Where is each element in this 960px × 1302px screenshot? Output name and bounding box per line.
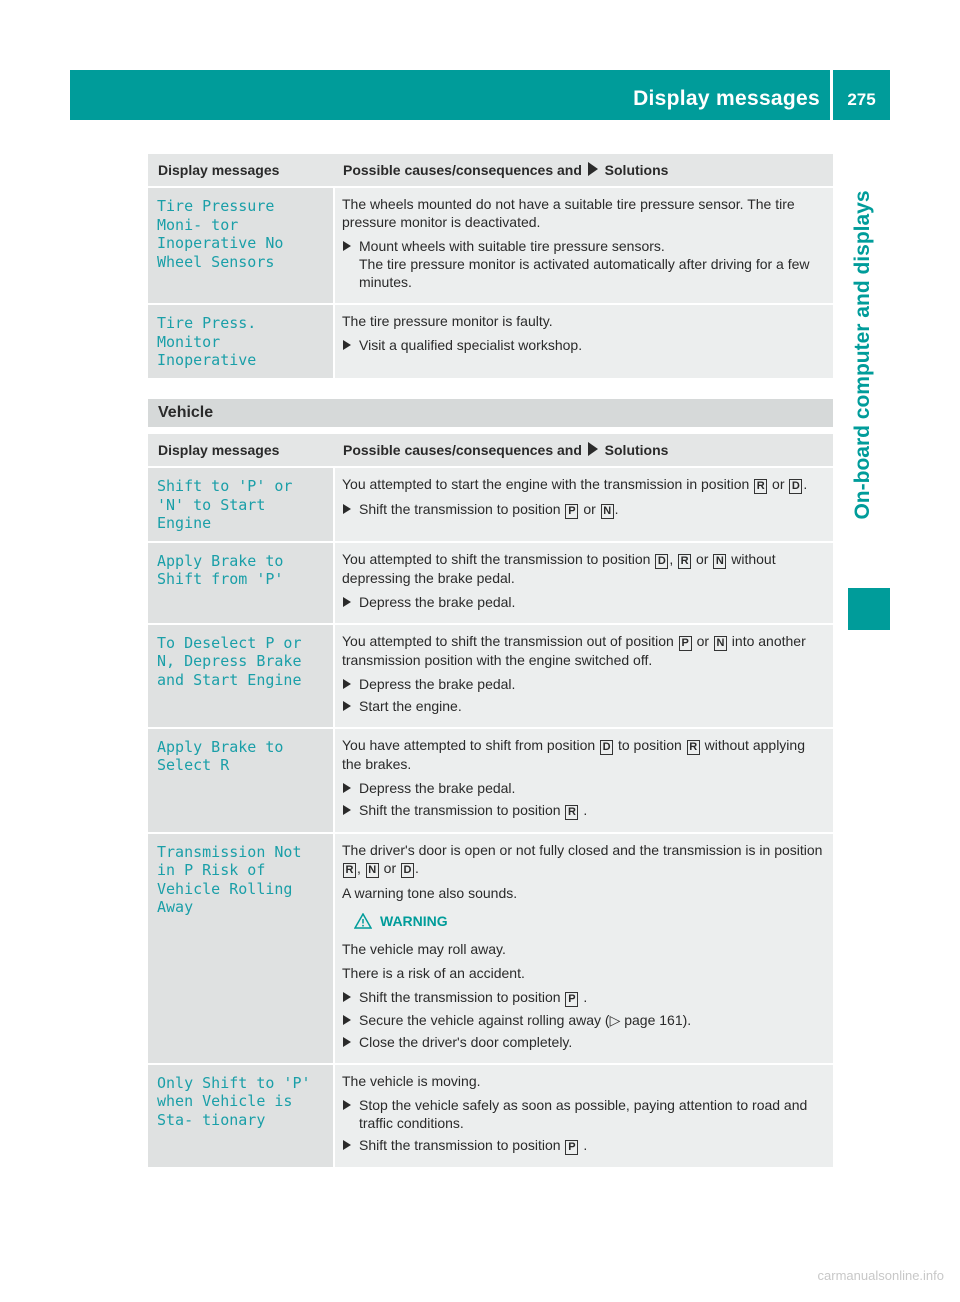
table-row [148, 543, 833, 625]
table-row [148, 625, 833, 729]
gear-position-p-icon: P [565, 992, 578, 1007]
section-heading [148, 399, 833, 427]
message-description [335, 1065, 833, 1167]
gear-position-d-icon: D [600, 740, 613, 755]
gear-position-r-icon: R [754, 479, 767, 494]
gear-position-n-icon: N [366, 863, 379, 878]
description-paragraph: You attempted to shift the transmission out of position P or N into another transmission position with the engine switched off. [342, 632, 806, 668]
table-row [148, 468, 833, 543]
warning-text: WARNING [380, 912, 448, 929]
section-title: Vehicle [158, 404, 214, 421]
footer-watermark: carmanualsonline.info [817, 1268, 944, 1283]
instruction-step: Depress the brake pedal. [342, 779, 826, 797]
instruction-step: Shift the transmission to position R . [342, 801, 826, 820]
page-title: Display messages [633, 87, 820, 110]
gear-position-r-icon: R [565, 805, 578, 820]
message-description [335, 625, 833, 727]
column-header-text: Possible causes/consequences and [343, 442, 586, 458]
header-bar [70, 70, 890, 120]
table-header [148, 434, 833, 468]
column-header-text: Solutions [600, 442, 669, 458]
message-description [335, 188, 833, 303]
display-message-text: To Deselect P or N, Depress Brake and Start Engine [148, 625, 335, 727]
message-description [335, 305, 833, 378]
gear-position-r-icon: R [343, 863, 356, 878]
message-description [335, 468, 833, 541]
instruction-step: Shift the transmission to position P or N . [342, 500, 826, 519]
instruction-step: Depress the brake pedal. [342, 593, 826, 611]
table-row [148, 1065, 833, 1169]
message-description [335, 543, 833, 623]
description-paragraph: You have attempted to shift from position D to position R without applying the brakes. [342, 736, 805, 772]
column-header-solutions [335, 154, 833, 186]
description-paragraph: The vehicle may roll away. [342, 940, 506, 957]
instruction-step: Secure the vehicle against rolling away (▷ page 161). [342, 1011, 826, 1029]
display-message-text: Only Shift to 'P' when Vehicle is Sta‐ tionary [148, 1065, 335, 1167]
column-header-solutions [335, 434, 833, 466]
table-header [148, 154, 833, 188]
instruction-result: The tire pressure monitor is activated automatically after driving for a few minutes. [359, 256, 810, 290]
display-message-text: Apply Brake to Shift from 'P' [148, 543, 335, 623]
arrow-icon [588, 442, 598, 456]
description-paragraph: A warning tone also sounds. [342, 884, 518, 901]
instruction-step: Start the engine. [342, 697, 826, 715]
instruction-step: Depress the brake pedal. [342, 675, 826, 693]
warning-label [354, 912, 826, 930]
warning-icon [354, 913, 372, 929]
arrow-icon [588, 162, 598, 176]
description-paragraph: There is a risk of an accident. [342, 964, 525, 981]
description-paragraph: You attempted to shift the transmission to position D , R or N without depressing the brake pedal. [342, 550, 776, 586]
page-number: 275 [847, 90, 876, 109]
gear-position-r-icon: R [687, 740, 700, 755]
messages-table-2 [148, 434, 833, 1169]
display-message-text: Tire Pressure Moni‐ tor Inoperative No Wheel Sensors [148, 188, 335, 303]
description-paragraph: The vehicle is moving. [342, 1072, 481, 1089]
gear-position-p-icon: P [565, 1140, 578, 1155]
instruction-step: Stop the vehicle safely as soon as possible, paying attention to road and traffic conditions. [342, 1096, 826, 1132]
instruction-text: Mount wheels with suitable tire pressure sensors. [359, 238, 665, 254]
messages-table-1 [148, 154, 833, 380]
column-header-messages: Display messages [158, 442, 280, 458]
gear-position-p-icon: P [565, 504, 578, 519]
table-row [148, 729, 833, 834]
side-tab-label: On-board computer and displays [851, 190, 874, 520]
gear-position-n-icon: N [601, 504, 614, 519]
column-header-text: Solutions [600, 162, 669, 178]
gear-position-n-icon: N [713, 554, 726, 569]
table-row [148, 305, 833, 380]
instruction-step: Shift the transmission to position P . [342, 1136, 826, 1155]
gear-position-d-icon: D [655, 554, 668, 569]
table-row [148, 188, 833, 305]
description-paragraph: You attempted to start the engine with the transmission in position R or D . [342, 476, 808, 492]
instruction-step: Shift the transmission to position P . [342, 988, 826, 1007]
instruction-step [342, 237, 826, 291]
table-row [148, 834, 833, 1065]
message-description [335, 834, 833, 1063]
display-message-text: Shift to 'P' or 'N' to Start Engine [148, 468, 335, 541]
instruction-step: Visit a qualified specialist workshop. [342, 336, 826, 354]
column-header-text: Possible causes/consequences and [343, 162, 586, 178]
gear-position-n-icon: N [714, 636, 727, 651]
display-message-text: Apply Brake to Select R [148, 729, 335, 832]
instruction-step: Close the driver's door completely. [342, 1033, 826, 1051]
gear-position-d-icon: D [789, 479, 802, 494]
message-description [335, 729, 833, 832]
display-message-text: Transmission Not in P Risk of Vehicle Rolling Away [148, 834, 335, 1063]
display-message-text: Tire Press. Monitor Inoperative [148, 305, 335, 378]
column-header-messages: Display messages [158, 162, 280, 178]
gear-position-p-icon: P [679, 636, 692, 651]
side-tab [836, 120, 890, 590]
description-paragraph: The wheels mounted do not have a suitable tire pressure sensor. The tire pressure monitor is deactivated. [342, 196, 795, 230]
gear-position-d-icon: D [401, 863, 414, 878]
description-paragraph: The tire pressure monitor is faulty. [342, 313, 553, 329]
gear-position-r-icon: R [678, 554, 691, 569]
description-paragraph: The driver's door is open or not fully closed and the transmission is in position R , N or D . [342, 841, 823, 876]
side-marker [848, 588, 890, 630]
